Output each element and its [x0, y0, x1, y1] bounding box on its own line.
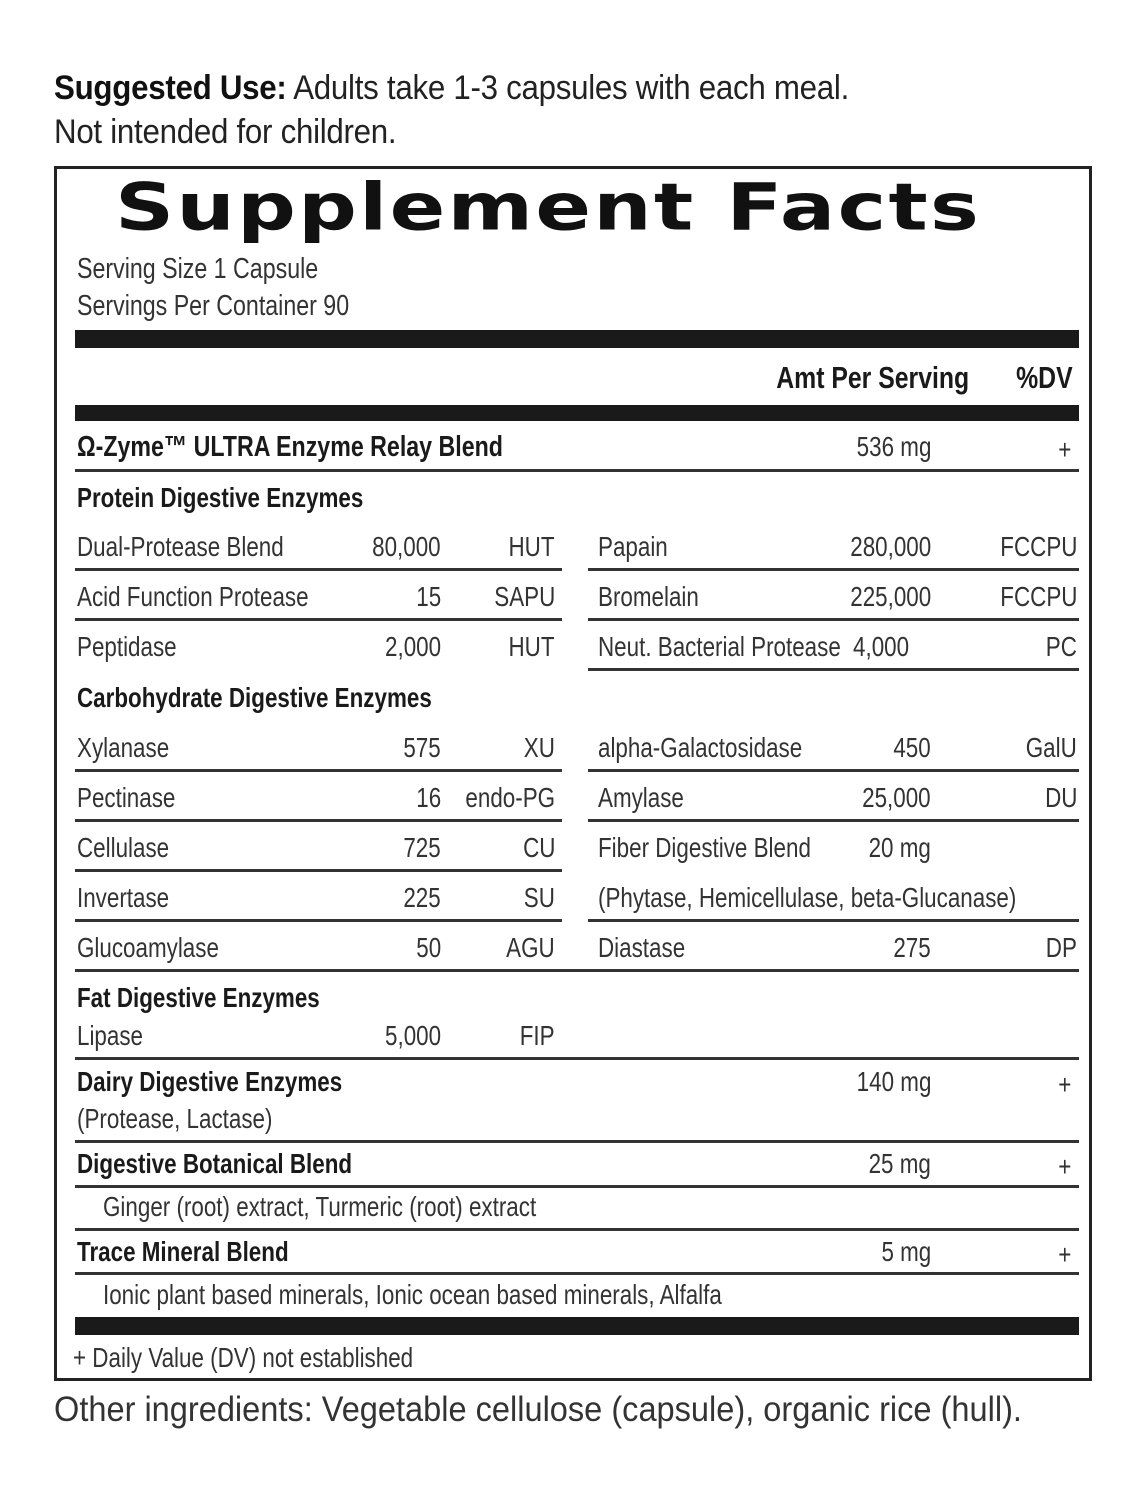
- carb-right-name: Diastase: [598, 932, 686, 963]
- protein-left-value: 2,000: [384, 631, 441, 662]
- carb-left-value: 50: [416, 932, 441, 963]
- suggested-use-line2: Not intended for children.: [54, 113, 397, 151]
- supplement-facts-panel: [54, 166, 1092, 1381]
- rule: [75, 1228, 1079, 1231]
- rule: [588, 919, 1079, 922]
- rule: [75, 469, 1079, 472]
- botanical-dv: +: [1057, 1151, 1071, 1182]
- rule: [75, 769, 562, 772]
- protein-right-unit: PC: [1045, 631, 1077, 662]
- carb-right-value: 275: [893, 932, 931, 963]
- rule: [75, 618, 562, 621]
- protein-right-unit: FCCPU: [999, 581, 1077, 612]
- carb-right-name: Amylase: [598, 782, 684, 813]
- rule: [75, 1185, 1079, 1188]
- other-ingredients: Other ingredients: Vegetable cellulose (capsule), organic rice (hull).: [54, 1390, 1022, 1429]
- fat-heading: Fat Digestive Enzymes: [77, 982, 320, 1013]
- protein-right-name: Papain: [598, 531, 668, 562]
- carb-left-value: 725: [403, 832, 441, 863]
- rule: [75, 919, 562, 922]
- thick-divider-bottom: [75, 1317, 1079, 1335]
- carb-left-value: 575: [403, 732, 441, 763]
- carb-right-value: 25,000: [862, 782, 931, 813]
- thick-divider-header: [75, 405, 1079, 421]
- header-daily-value: %DV: [1016, 360, 1073, 395]
- carb-left-unit: SU: [523, 882, 555, 913]
- rule: [75, 1057, 1079, 1060]
- mineral-sub: Ionic plant based minerals, Ionic ocean based minerals, Alfalfa: [103, 1279, 722, 1310]
- suggested-use: [54, 66, 1029, 154]
- rule: [75, 1272, 1079, 1275]
- thick-divider-top: [75, 330, 1079, 348]
- footnote: + Daily Value (DV) not established: [73, 1342, 414, 1373]
- carb-right-unit: DP: [1045, 932, 1077, 963]
- rule: [75, 819, 562, 822]
- fat-item-name: Lipase: [77, 1020, 144, 1051]
- protein-left-unit: SAPU: [494, 581, 555, 612]
- carb-right-unit: DU: [1044, 782, 1077, 813]
- rule: [75, 869, 562, 872]
- main-blend-dv: +: [1057, 434, 1071, 465]
- carb-left-name: Xylanase: [77, 732, 170, 763]
- carb-left-name: Glucoamylase: [77, 932, 219, 963]
- main-blend-amount: 536 mg: [856, 431, 931, 462]
- botanical-amount: 25 mg: [868, 1148, 931, 1179]
- mineral-heading: Trace Mineral Blend: [77, 1236, 289, 1267]
- fat-item-value: 5,000: [384, 1020, 441, 1051]
- rule: [75, 568, 562, 571]
- carb-left-name: Cellulase: [77, 832, 170, 863]
- protein-right-value: 280,000: [850, 531, 931, 562]
- main-blend-name: Ω-Zyme™ ULTRA Enzyme Relay Blend: [77, 431, 503, 463]
- suggested-use-label: Suggested Use:: [54, 69, 287, 107]
- carb-left-value: 16: [416, 782, 441, 813]
- carb-right-unit: GalU: [1025, 732, 1077, 763]
- protein-left-value: 15: [416, 581, 441, 612]
- protein-right-value: 4,000: [852, 631, 909, 662]
- suggested-use-line1: [54, 66, 1029, 110]
- carb-left-unit: endo-PG: [465, 782, 555, 813]
- protein-left-value: 80,000: [372, 531, 441, 562]
- facts-title: Supplement Facts: [115, 169, 982, 245]
- carb-right-value: 20 mg: [868, 832, 931, 863]
- protein-left-unit: HUT: [508, 631, 555, 662]
- carb-left-name: Invertase: [77, 882, 170, 913]
- carb-right-name: Fiber Digestive Blend: [598, 832, 811, 863]
- botanical-heading: Digestive Botanical Blend: [77, 1148, 353, 1179]
- botanical-sub: Ginger (root) extract, Turmeric (root) extract: [103, 1191, 537, 1222]
- carb-right-note: (Phytase, Hemicellulase, beta-Glucanase): [598, 882, 1017, 913]
- carb-left-unit: CU: [522, 832, 555, 863]
- rule: [588, 769, 1079, 772]
- suggested-use-text: Adults take 1-3 capsules with each meal.: [286, 69, 849, 107]
- carb-left-value: 225: [403, 882, 441, 913]
- serving-size: Serving Size 1 Capsule: [77, 253, 319, 285]
- mineral-amount: 5 mg: [881, 1236, 931, 1267]
- protein-left-unit: HUT: [508, 531, 555, 562]
- carbohydrate-heading: Carbohydrate Digestive Enzymes: [77, 682, 432, 713]
- carb-left-unit: XU: [523, 732, 555, 763]
- rule: [75, 969, 1079, 972]
- protein-heading: Protein Digestive Enzymes: [77, 482, 364, 513]
- rule: [588, 618, 1079, 621]
- fat-item-unit: FIP: [520, 1020, 555, 1051]
- protein-left-name: Peptidase: [77, 631, 177, 662]
- protein-right-unit: FCCPU: [999, 531, 1077, 562]
- header-amount-per-serving: Amt Per Serving: [776, 360, 969, 395]
- dairy-heading: Dairy Digestive Enzymes: [77, 1066, 343, 1097]
- rule: [588, 819, 1079, 822]
- dairy-dv: +: [1057, 1069, 1071, 1100]
- protein-left-name: Acid Function Protease: [77, 581, 309, 612]
- carb-left-name: Pectinase: [77, 782, 176, 813]
- protein-left-name: Dual-Protease Blend: [77, 531, 284, 562]
- rule: [588, 668, 1079, 671]
- protein-right-value: 225,000: [850, 581, 931, 612]
- dairy-amount: 140 mg: [856, 1066, 931, 1097]
- rule: [588, 568, 1079, 571]
- mineral-dv: +: [1057, 1239, 1071, 1270]
- carb-right-value: 450: [893, 732, 931, 763]
- protein-right-name: Neut. Bacterial Protease: [598, 631, 841, 662]
- carb-left-unit: AGU: [506, 932, 555, 963]
- carb-right-name: alpha-Galactosidase: [598, 732, 803, 763]
- protein-right-name: Bromelain: [598, 581, 699, 612]
- servings-per-container: Servings Per Container 90: [77, 290, 350, 322]
- dairy-sub: (Protease, Lactase): [77, 1103, 273, 1134]
- rule: [75, 1140, 1079, 1143]
